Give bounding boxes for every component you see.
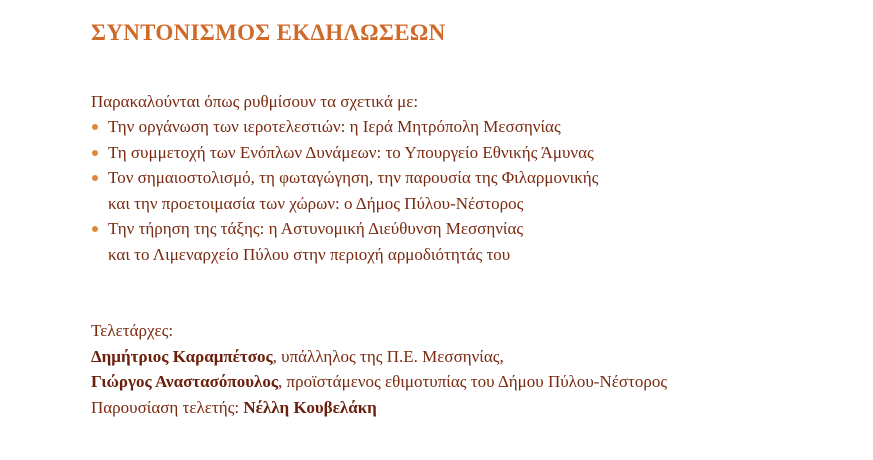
credits-block xyxy=(91,318,667,420)
person-role: , προϊστάμενος εθιμοτυπίας του Δήμου Πύλου-Νέστορος xyxy=(278,372,668,391)
credits-label: Τελετάρχες: xyxy=(91,321,174,340)
person-name: Δημήτριος Καραμπέτσος xyxy=(91,346,273,366)
person-name: Γιώργος Αναστασόπουλος xyxy=(91,372,279,391)
list-item-text: Τη συμμετοχή των Ενόπλων Δυνάμεων: το Υπουργείο Εθνικής Άμυνας xyxy=(108,142,594,162)
presenter-name: Νέλλη Κουβελάκη xyxy=(243,397,377,417)
list-item-text-continued: και την προετοιμασία των χώρων: ο Δήμος Πύλου-Νέστορος xyxy=(108,193,524,213)
bullet-icon xyxy=(92,226,98,232)
bullet-icon xyxy=(92,150,98,156)
bullet-icon xyxy=(92,124,98,130)
presenter-line xyxy=(91,395,667,421)
list-item xyxy=(91,216,598,267)
person-role: , υπάλληλος της Π.Ε. Μεσσηνίας, xyxy=(272,346,504,366)
list-item-text: Την τήρηση της τάξης: η Αστυνομική Διεύθυνση Μεσσηνίας xyxy=(108,219,524,238)
credit-line-1 xyxy=(91,344,667,370)
list-item xyxy=(91,140,598,166)
responsibilities-list xyxy=(91,114,598,267)
section-heading: ΣΥΝΤΟΝΙΣΜΟΣ ΕΚΔΗΛΩΣΕΩΝ xyxy=(91,20,446,45)
credit-line-2 xyxy=(91,369,667,395)
list-item xyxy=(91,114,598,140)
list-item-text-continued: και το Λιμεναρχείο Πύλου στην περιοχή αρμοδιότητάς του xyxy=(108,244,511,264)
list-item xyxy=(91,165,598,216)
list-item-text: Την οργάνωση των ιεροτελεστιών: η Ιερά Μητρόπολη Μεσσηνίας xyxy=(108,117,561,136)
list-item-text: Τον σημαιοστολισμό, τη φωταγώγηση, την παρουσία της Φιλαρμονικής xyxy=(108,168,599,187)
intro-text: Παρακαλούνται όπως ρυθμίσουν τα σχετικά με: xyxy=(91,92,419,111)
bullet-icon xyxy=(92,175,98,181)
presenter-label: Παρουσίαση τελετής: xyxy=(91,397,244,417)
